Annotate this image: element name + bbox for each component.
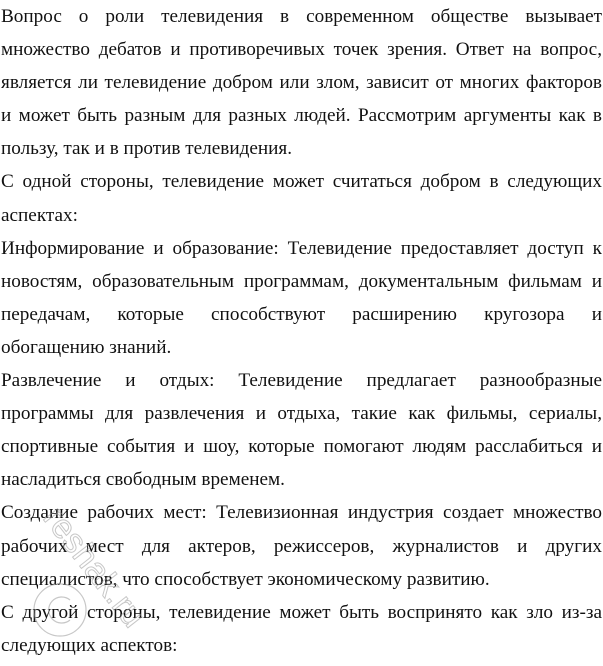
text-line: Развлечение и отдых: Телевидение предлагает разнообразные	[1, 370, 602, 392]
watermark-text: reshak.ru	[35, 500, 153, 635]
paragraph-entertainment	[1, 364, 602, 496]
paragraph-information-education	[1, 232, 602, 364]
paragraph-cons-intro	[1, 596, 602, 662]
text-line: спортивные события и шоу, которые помогают людям расслабиться и	[1, 436, 602, 458]
text-line: следующих аспектов:	[1, 634, 178, 656]
text-line: специалистов, что способствует экономическому развитию.	[1, 568, 490, 590]
paragraph-pros-intro	[1, 165, 602, 231]
text-line: Создание рабочих мест: Телевизионная индустрия создает множество	[1, 502, 602, 524]
text-line: новостям, образовательным программам, документальным фильмам и	[1, 270, 602, 292]
text-line: является ли телевидение добром или злом, зависит от многих факторов	[1, 72, 602, 94]
text-line: рабочих мест для актеров, режиссеров, журналистов и других	[1, 535, 602, 557]
text-line: пользу, так и в против телевидения.	[1, 138, 293, 160]
text-line: множество дебатов и противоречивых точек зрения. Ответ на вопрос,	[1, 39, 602, 61]
text-line: С другой стороны, телевидение может быть воспринято как зло из-за	[1, 601, 602, 623]
paragraph-jobs	[1, 496, 602, 595]
text-line: аспектах:	[1, 204, 78, 226]
text-line: программы для развлечения и отдыха, такие как фильмы, сериалы,	[1, 403, 602, 425]
paragraph-intro	[1, 0, 602, 165]
text-line: насладиться свободным временем.	[1, 469, 285, 491]
text-line: Вопрос о роли телевидения в современном обществе вызывает	[1, 6, 602, 27]
text-line: С одной стороны, телевидение может считаться добром в следующих	[1, 171, 602, 193]
text-line: Информирование и образование: Телевидение предоставляет доступ к	[1, 237, 602, 259]
text-line: и может быть разным для разных людей. Рассмотрим аргументы как в	[1, 105, 602, 127]
text-line: обогащению знаний.	[1, 336, 172, 358]
text-line: передачам, которые способствуют расширению кругозора и	[1, 303, 602, 325]
document-body	[1, 0, 602, 662]
